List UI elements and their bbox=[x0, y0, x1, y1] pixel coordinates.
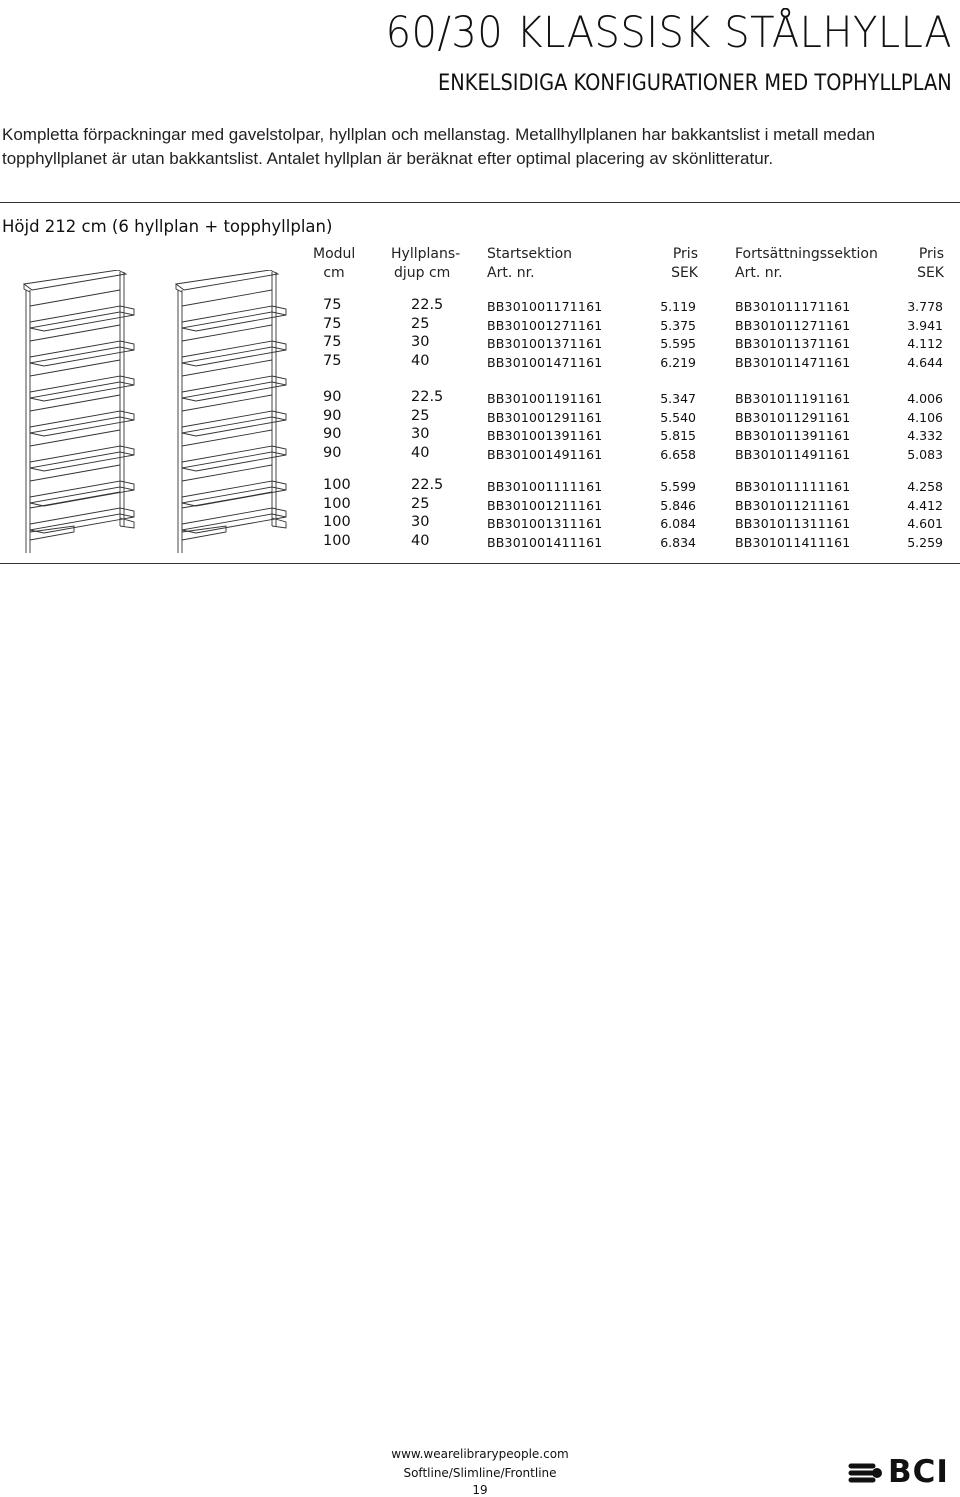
cell-cont-art: BB301011191161 bbox=[735, 391, 851, 406]
cell-depth: 22.5 bbox=[411, 477, 444, 493]
cell-start-price: 5.846 bbox=[660, 497, 696, 513]
col-header-start: Startsektion Art. nr. bbox=[487, 246, 573, 281]
shelf-plane bbox=[182, 341, 286, 366]
cell-start-art: BB301001471161 bbox=[487, 355, 603, 371]
shelf-plane bbox=[30, 411, 134, 436]
cell-modul: 90 bbox=[323, 445, 342, 462]
bci-logo bbox=[848, 1456, 952, 1490]
cell-modul: 100 bbox=[323, 477, 351, 493]
shelf-back-edge bbox=[182, 395, 272, 411]
shelf-back-edge bbox=[182, 465, 272, 481]
cell-cont-art: BB301011411161 bbox=[735, 535, 851, 551]
shelf-back-edge bbox=[30, 360, 120, 376]
cell-start-price: 6.219 bbox=[660, 355, 696, 371]
cell-modul: 75 bbox=[323, 315, 342, 332]
cell-start-art: BB301001291161 bbox=[487, 409, 603, 425]
cell-depth: 22.5 bbox=[411, 297, 444, 313]
cell-cont-art: BB301011171161 bbox=[735, 299, 851, 314]
shelf-plane bbox=[30, 341, 134, 366]
cell-depth: 30 bbox=[411, 426, 430, 443]
cell-cont-price: 4.112 bbox=[907, 336, 943, 352]
cell-modul: 100 bbox=[323, 495, 351, 512]
shelf-back-edge bbox=[30, 290, 120, 306]
shelf-back-edge bbox=[30, 430, 120, 446]
cell-cont-art: BB301011111161 bbox=[735, 479, 851, 494]
section-divider-bottom bbox=[0, 563, 960, 564]
cell-start-price: 6.084 bbox=[660, 516, 696, 532]
cell-cont-art: BB301011391161 bbox=[735, 428, 851, 444]
footer-series: Softline/Slimline/Frontline bbox=[403, 1466, 557, 1480]
shelf-back-edge bbox=[182, 430, 272, 446]
shelf-plane bbox=[182, 508, 286, 533]
cell-cont-price: 4.412 bbox=[907, 497, 943, 513]
shelving-illustrations bbox=[14, 270, 304, 560]
cell-start-art: BB301001311161 bbox=[487, 516, 603, 532]
cell-depth: 40 bbox=[411, 445, 430, 462]
cell-cont-price: 3.941 bbox=[907, 317, 943, 333]
cell-start-price: 5.119 bbox=[660, 299, 696, 314]
shelf-back-edge bbox=[30, 325, 120, 341]
col-header-modul: Modul cm bbox=[313, 246, 356, 281]
page-title: 60/30 KLASSISK STÅLHYLLA bbox=[385, 8, 952, 58]
shelf-plane bbox=[182, 306, 286, 331]
cell-modul: 75 bbox=[323, 353, 342, 370]
cell-modul: 90 bbox=[323, 389, 342, 405]
cell-cont-art: BB301011491161 bbox=[735, 447, 851, 463]
cell-start-art: BB301001211161 bbox=[487, 497, 603, 513]
cell-depth: 30 bbox=[411, 514, 430, 531]
shelf-plane bbox=[30, 306, 134, 331]
page-number: 19 bbox=[472, 1483, 488, 1497]
cell-depth: 25 bbox=[411, 407, 430, 424]
cell-start-art: BB301001171161 bbox=[487, 299, 603, 314]
shelf-back-edge bbox=[182, 290, 272, 306]
col-header-price-cont: Pris SEK bbox=[917, 246, 944, 281]
cell-start-art: BB301001411161 bbox=[487, 535, 603, 551]
logo-text: BCI bbox=[888, 1454, 949, 1490]
bci-logo-icon bbox=[848, 1456, 884, 1490]
cell-cont-price: 4.258 bbox=[907, 479, 943, 494]
shelf-back-edge bbox=[30, 465, 120, 481]
cell-start-art: BB301001271161 bbox=[487, 317, 603, 333]
shelf-back-edge bbox=[182, 325, 272, 341]
cell-depth: 22.5 bbox=[411, 389, 444, 405]
cell-start-art: BB301001111161 bbox=[487, 479, 603, 494]
intro-paragraph bbox=[2, 123, 960, 171]
cell-start-price: 5.595 bbox=[660, 336, 696, 352]
cell-cont-price: 5.259 bbox=[907, 535, 943, 551]
cell-cont-price: 3.778 bbox=[907, 299, 943, 314]
cell-cont-price: 4.106 bbox=[907, 409, 943, 425]
shelf-back-edge bbox=[30, 395, 120, 411]
cell-modul: 90 bbox=[323, 407, 342, 424]
cell-start-price: 6.834 bbox=[660, 535, 696, 551]
cell-start-price: 5.599 bbox=[660, 479, 696, 494]
cell-cont-art: BB301011271161 bbox=[735, 317, 851, 333]
footer-url: www.wearelibrarypeople.com bbox=[391, 1447, 569, 1461]
cell-start-price: 6.658 bbox=[660, 447, 696, 463]
page-subtitle: ENKELSIDIGA KONFIGURATIONER MED TOPHYLLPLAN bbox=[438, 71, 952, 96]
cell-depth: 30 bbox=[411, 334, 430, 351]
col-header-cont: Fortsättningssektion Art. nr. bbox=[735, 246, 878, 281]
cell-cont-art: BB301011211161 bbox=[735, 497, 851, 513]
cell-cont-art: BB301011471161 bbox=[735, 355, 851, 371]
cell-depth: 40 bbox=[411, 353, 430, 370]
shelf-unit-illustration-2 bbox=[176, 270, 286, 553]
shelf-plane bbox=[182, 481, 286, 506]
col-header-depth: Hyllplans- djup cm bbox=[391, 246, 461, 281]
intro-line: Kompletta förpackningar med gavelstolpar, hyllplan och mellanstag. Metallhyllplanen har bakkantslist i metall medan bbox=[2, 125, 876, 144]
shelf-plane bbox=[30, 446, 134, 471]
shelf-back-edge bbox=[182, 360, 272, 376]
cell-depth: 25 bbox=[411, 315, 430, 332]
shelf-plane bbox=[182, 446, 286, 471]
cell-cont-price: 4.601 bbox=[907, 516, 943, 532]
cell-modul: 90 bbox=[323, 426, 342, 443]
cell-start-art: BB301001391161 bbox=[487, 428, 603, 444]
shelf-plane bbox=[182, 376, 286, 401]
cell-modul: 75 bbox=[323, 297, 342, 313]
col-header-price-start: Pris SEK bbox=[671, 246, 698, 281]
shelf-plane bbox=[30, 376, 134, 401]
cell-start-art: BB301001191161 bbox=[487, 391, 603, 406]
cell-start-art: BB301001491161 bbox=[487, 447, 603, 463]
shelf-plane bbox=[30, 481, 134, 506]
cell-start-price: 5.540 bbox=[660, 409, 696, 425]
cell-cont-price: 4.006 bbox=[907, 391, 943, 406]
section-title: Höjd 212 cm (6 hyllplan + topphyllplan) bbox=[2, 217, 333, 236]
cell-start-price: 5.347 bbox=[660, 391, 696, 406]
cell-modul: 100 bbox=[323, 514, 351, 531]
cell-cont-price: 4.644 bbox=[907, 355, 943, 371]
cell-cont-art: BB301011291161 bbox=[735, 409, 851, 425]
cell-cont-price: 5.083 bbox=[907, 447, 943, 463]
cell-start-price: 5.375 bbox=[660, 317, 696, 333]
shelf-plane bbox=[30, 508, 134, 533]
intro-line: topphyllplanet är utan bakkantslist. Antalet hyllplan är beräknat efter optimal placering av skönlitteratur. bbox=[2, 149, 774, 168]
cell-cont-art: BB301011371161 bbox=[735, 336, 851, 352]
cell-depth: 40 bbox=[411, 533, 430, 550]
shelf-plane bbox=[182, 411, 286, 436]
cell-start-art: BB301001371161 bbox=[487, 336, 603, 352]
cell-modul: 100 bbox=[323, 533, 351, 550]
cell-modul: 75 bbox=[323, 334, 342, 351]
cell-depth: 25 bbox=[411, 495, 430, 512]
shelf-unit-illustration bbox=[24, 270, 134, 553]
section-divider-top bbox=[0, 202, 960, 203]
cell-cont-price: 4.332 bbox=[907, 428, 943, 444]
cell-start-price: 5.815 bbox=[660, 428, 696, 444]
cell-cont-art: BB301011311161 bbox=[735, 516, 851, 532]
